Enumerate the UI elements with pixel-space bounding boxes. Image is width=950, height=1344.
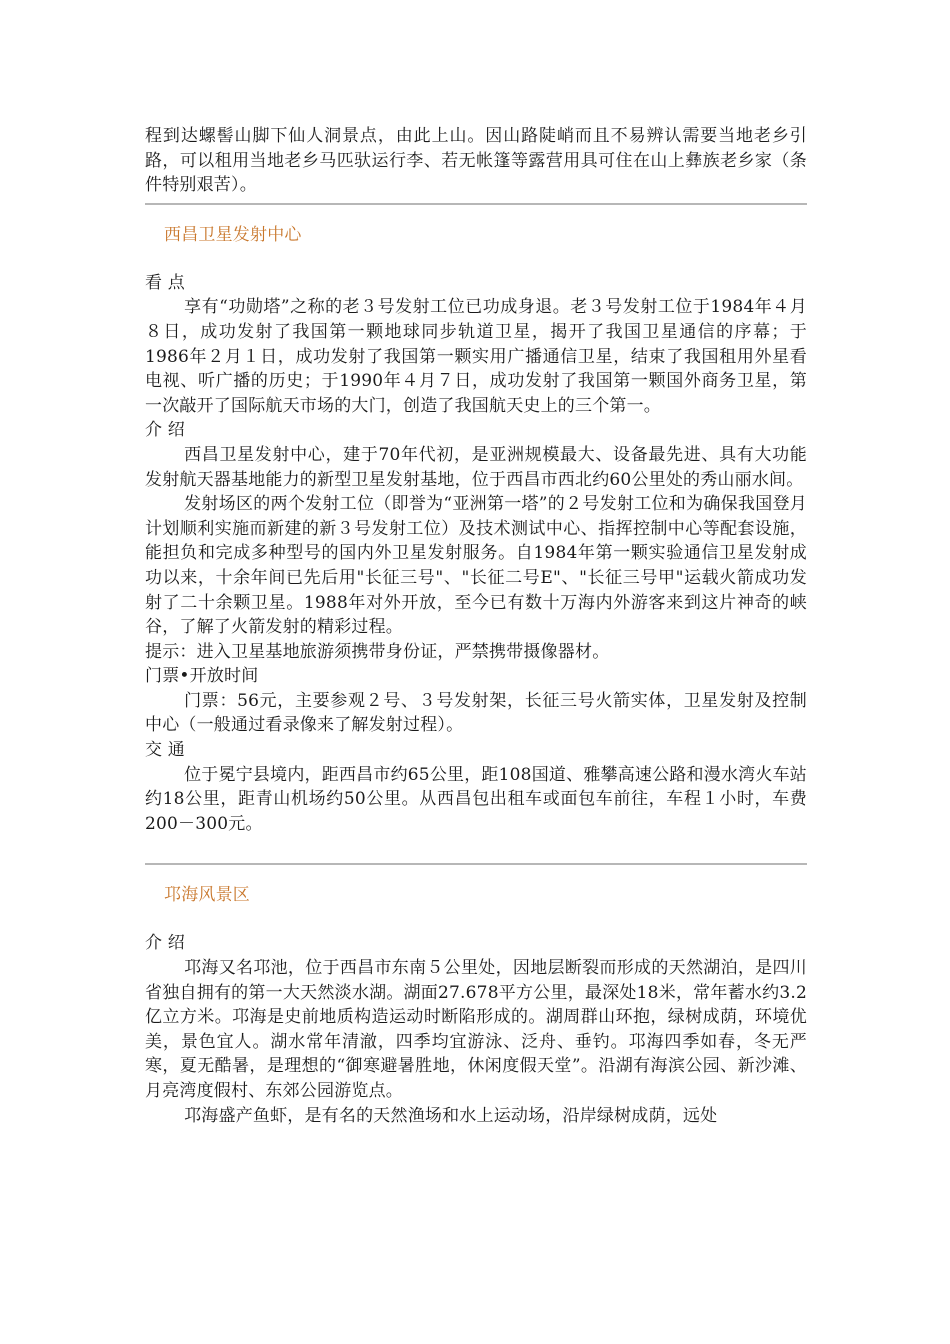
highlights-paragraph: 享有“功勋塔”之称的老３号发射工位已功成身退。老３号发射工位于1984年４月８日，成功发射了我国第一颗地球同步轨道卫星，揭开了我国卫星通信的序幕；于1986年２月１日，成功发射了我国第一颗实用广播通信卫星，结束了我国租用外星看电视、听广播的历史；于1990年４月７日，成功发射了我国第一颗国外商务卫星，第一次敲开了国际航天市场的大门，创造了我国航天史上的三个第一。 [145,297,807,416]
transport-paragraph: 位于冕宁县境内，距西昌市约65公里，距108国道、雅攀高速公路和漫水湾火车站约18公里，距青山机场约50公里。从西昌包出租车或面包车前往，车程１小时，车费200－300元。 [145,764,807,834]
introduction-paragraph-1: 邛海又名邛池，位于西昌市东南５公里处，因地层断裂而形成的天然湖泊，是四川省独自拥有的第一大天然淡水湖。湖面27.678平方公里，最深处18米，常年蓄水约3.2亿立方米。邛海是史前地质构造运动时断陷形成的。湖周群山环抱，绿树成荫，环境优美，景色宜人。湖水常年清澈，四季均宜游泳、泛舟、垂钓。邛海四季如春，冬无严寒，夏无酷暑，是理想的“御寒避暑胜地，休闲度假天堂”。沿湖有海滨公园、新沙滩、月亮湾度假村、东郊公园游览点。 [145,958,807,1101]
introduction-paragraph-1: 西昌卫星发射中心，建于70年代初，是亚洲规模最大、设备最先进、具有大功能发射航天器基地能力的新型卫星发射基地，位于西昌市西北约60公里处的秀山丽水间。 [145,444,807,490]
spacer [145,836,807,858]
introduction-paragraph-2: 发射场区的两个发射工位（即誉为“亚洲第一塔”的２号发射工位和为确保我国登月计划顺利实施而新建的新３号发射工位）及技术测试中心、指挥控制中心等配套设施，能担负和完成多种型号的国内外卫星发射服务。自1984年第一颗实验通信卫星发射成功以来，十余年间已先后用"长征三号"、"长征二号E"、"长征三号甲"运载火箭成功发射了二十余颗卫星。1988年对外开放，至今已有数十万海内外游客来到这片神奇的峡谷，了解了火箭发射的精彩过程。 [145,494,807,638]
section-title-qionghai-scenic-area: 邛海风景区 [164,885,250,906]
section-divider [145,863,807,865]
section-title-xichang-launch-center: 西昌卫星发射中心 [164,224,302,245]
intro-paragraph: 程到达螺髻山脚下仙人洞景点，由此上山。因山路陡峭而且不易辨认需要当地老乡引路，可以租用当地老乡马匹驮运行李、若无帐篷等露营用具可住在山上彝族老乡家（条件特别艰苦）。 [145,126,807,196]
tip-paragraph: 提示：进入卫星基地旅游须携带身份证，严禁携带摄像器材。 [145,641,610,662]
introduction-paragraph-2: 邛海盛产鱼虾，是有名的天然渔场和水上运动场，沿岸绿树成荫，远处 [184,1105,718,1126]
label-highlights: 看 点 [145,272,186,293]
label-tickets-hours: 门票•开放时间 [145,666,259,687]
label-introduction: 介 绍 [145,933,186,954]
label-transport: 交 通 [145,740,186,761]
label-introduction: 介 绍 [145,420,186,441]
section-divider [145,203,807,205]
tickets-paragraph: 门票：56元，主要参观２号、３号发射架，长征三号火箭实体，卫星发射及控制中心（一般通过看录像来了解发射过程）。 [145,690,807,736]
document-page [145,124,807,1128]
